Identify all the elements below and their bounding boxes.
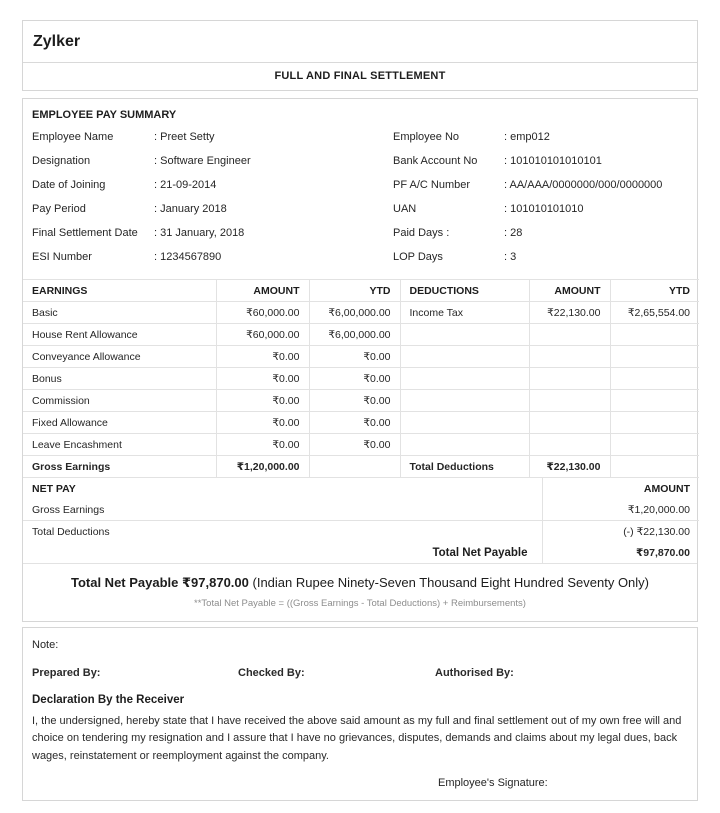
detail-label: Pay Period [32,203,86,215]
detail-row-right [393,179,688,191]
detail-row-left [32,179,393,191]
deductions-cell: ₹2,65,554.00 [610,302,699,324]
pay-table-row [23,324,699,346]
pay-summary-heading: EMPLOYEE PAY SUMMARY [32,109,177,121]
earnings-cell: ₹60,000.00 [216,302,309,324]
net-pay-row [23,521,699,543]
detail-row-right [393,203,688,215]
deductions-ytd-header: YTD [610,280,699,302]
net-pay-body [23,499,699,542]
earnings-cell: Conveyance Allowance [23,346,216,368]
detail-row-right [393,131,688,143]
earnings-cell: ₹1,20,000.00 [216,456,309,478]
deductions-cell [400,434,529,456]
document-title: FULL AND FINAL SETTLEMENT [274,70,446,82]
detail-row-left [32,155,393,167]
detail-value: : 31 January, 2018 [154,227,245,239]
detail-row-left [32,227,393,239]
detail-value: : 1234567890 [154,251,222,263]
earnings-cell: ₹0.00 [309,412,400,434]
settlement-body [22,98,698,622]
employee-signature-label: Employee's Signature: [438,777,548,790]
deductions-cell [529,368,610,390]
amount-in-words: (Indian Rupee Ninety-Seven Thousand Eight Hundred Seventy Only) [252,575,650,590]
document-header [22,20,698,91]
employee-details [23,129,697,279]
signature-section [22,627,698,801]
detail-value: : January 2018 [154,203,227,215]
net-pay-row [23,499,699,521]
total-net-payable-words [31,575,689,591]
detail-label: Date of Joining [32,179,106,191]
deductions-header: DEDUCTIONS [400,280,529,302]
pay-table-row [23,346,699,368]
detail-label: Designation [32,155,91,167]
earnings-cell: ₹0.00 [309,434,400,456]
company-header-row [23,21,697,63]
earnings-cell: ₹0.00 [309,346,400,368]
pay-table-row [23,368,699,390]
detail-value: : 21-09-2014 [154,179,217,191]
total-net-payable-value: ₹97,870.00 [542,542,699,563]
detail-label: ESI Number [32,251,92,263]
earnings-cell: Fixed Allowance [23,412,216,434]
deductions-cell [529,346,610,368]
deductions-cell [400,368,529,390]
pay-table-total-row [23,456,699,478]
detail-row-left [32,251,393,263]
net-pay-amount-header: AMOUNT [542,478,699,499]
earnings-cell: Basic [23,302,216,324]
earnings-cell: ₹0.00 [216,390,309,412]
deductions-amount-header: AMOUNT [529,280,610,302]
pay-table-row [23,434,699,456]
earnings-cell: ₹6,00,000.00 [309,302,400,324]
earnings-cell: ₹0.00 [216,346,309,368]
deductions-cell: Income Tax [400,302,529,324]
deductions-cell [529,390,610,412]
pay-table-header-row [23,280,699,302]
declaration-text: I, the undersigned, hereby state that I have received the above said amount as my full and final settlement out of my own free will and choice on tendering my resignation and I assure that I have no grievances, disputes, demands and claims about my legal dues, back wages, reinstatement or reemployment against the company. [32,715,682,762]
pay-table-row [23,302,699,324]
detail-value: : AA/AAA/0000000/000/0000000 [504,179,663,191]
earnings-cell [309,456,400,478]
detail-label: Final Settlement Date [32,227,138,239]
detail-value: : Software Engineer [154,155,251,167]
employee-details-left [32,131,393,269]
earnings-cell: ₹60,000.00 [216,324,309,346]
deductions-cell [529,434,610,456]
earnings-cell: ₹0.00 [216,368,309,390]
deductions-cell [400,324,529,346]
detail-label: Paid Days : [393,227,450,239]
detail-value: : 101010101010101 [504,155,602,167]
approval-row [32,667,688,679]
detail-value: : Preet Setty [154,131,215,143]
earnings-cell: Bonus [23,368,216,390]
detail-row-left [32,203,393,215]
total-net-payable-row [23,542,699,563]
deductions-cell [610,456,699,478]
detail-row-right [393,251,688,263]
detail-row-right [393,227,688,239]
deductions-cell [610,434,699,456]
detail-row-left [32,131,393,143]
earnings-cell: ₹0.00 [309,390,400,412]
detail-label: UAN [393,203,417,215]
deductions-cell: ₹22,130.00 [529,456,610,478]
checked-by-label: Checked By: [238,667,305,679]
net-pay-amount-cell: ₹1,20,000.00 [542,499,699,521]
detail-row-right [393,155,688,167]
earnings-cell: Leave Encashment [23,434,216,456]
detail-value: : 28 [504,227,523,239]
note-label: Note: [32,639,59,651]
earnings-cell: ₹0.00 [216,412,309,434]
deductions-cell [400,346,529,368]
detail-value: : 3 [504,251,517,263]
pay-table-body [23,302,699,478]
net-pay-label-cell: Gross Earnings [23,499,542,521]
earnings-cell: ₹0.00 [216,434,309,456]
employee-details-right [393,131,688,269]
earnings-amount-header: AMOUNT [216,280,309,302]
declaration-heading: Declaration By the Receiver [32,694,185,706]
deductions-cell [610,390,699,412]
detail-label: Employee Name [32,131,114,143]
detail-value: : 101010101010 [504,203,584,215]
net-pay-table [23,478,699,563]
earnings-ytd-header: YTD [309,280,400,302]
detail-label: PF A/C Number [393,179,471,191]
earnings-cell: House Rent Allowance [23,324,216,346]
detail-label: Employee No [393,131,460,143]
total-net-payable-label: Total Net Payable [23,542,542,563]
net-pay-header: NET PAY [23,478,542,499]
detail-label: Bank Account No [393,155,478,167]
net-pay-header-row [23,478,699,499]
deductions-cell: Total Deductions [400,456,529,478]
deductions-cell [529,324,610,346]
deductions-cell [610,412,699,434]
deductions-cell [400,390,529,412]
deductions-cell [610,368,699,390]
detail-value: : emp012 [504,131,550,143]
authorised-by-label: Authorised By: [435,667,514,679]
net-payable-formula: **Total Net Payable = ((Gross Earnings - Total Deductions) + Reimbursements) [194,598,526,609]
total-summary [23,563,697,621]
earnings-cell: Gross Earnings [23,456,216,478]
deductions-cell [610,324,699,346]
earnings-cell: ₹6,00,000.00 [309,324,400,346]
earnings-cell: ₹0.00 [309,368,400,390]
net-pay-amount-cell: (-) ₹22,130.00 [542,521,699,543]
pay-table-row [23,412,699,434]
deductions-cell [529,412,610,434]
deductions-cell: ₹22,130.00 [529,302,610,324]
company-name: Zylker [33,33,81,50]
deductions-cell [610,346,699,368]
deductions-cell [400,412,529,434]
detail-label: LOP Days [393,251,443,263]
net-pay-label-cell: Total Deductions [23,521,542,543]
earnings-deductions-table [23,279,699,478]
pay-table-row [23,390,699,412]
earnings-cell: Commission [23,390,216,412]
earnings-header: EARNINGS [23,280,216,302]
total-net-payable-amount-text: Total Net Payable ₹97,870.00 [70,575,249,590]
prepared-by-label: Prepared By: [32,667,101,679]
